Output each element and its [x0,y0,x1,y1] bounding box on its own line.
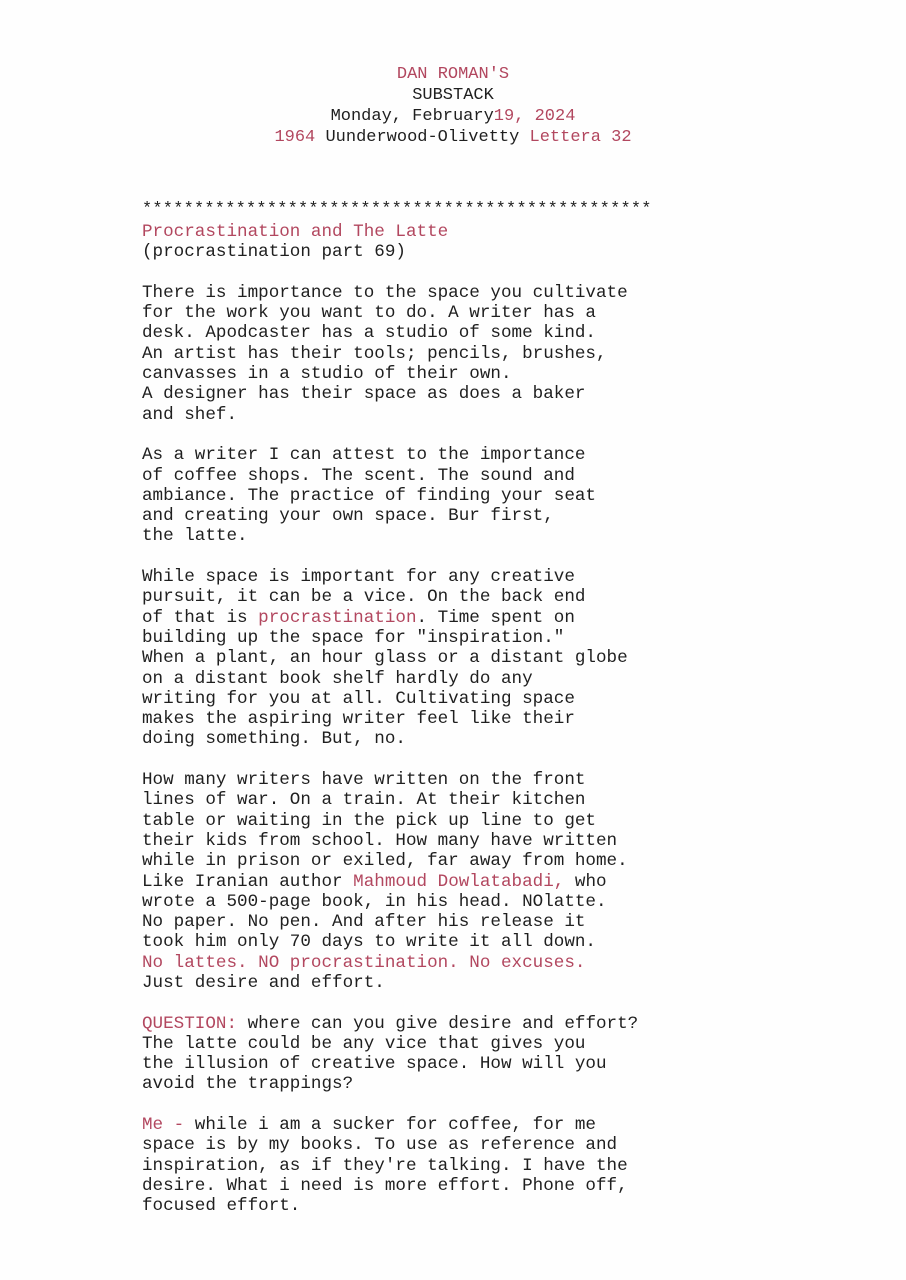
paragraph-line: wrote a 500-page book, in his head. NOlatte. [142,891,607,912]
author-name-highlight: Mahmoud Dowlatabadi, [353,871,565,892]
paragraph-line: There is importance to the space you cultivate [142,282,628,303]
paragraph-line: How many writers have written on the front [142,770,586,791]
paragraph-line: and creating your own space. Bur first, [142,506,554,527]
paragraph-line: The latte could be any vice that gives you [142,1033,586,1054]
paragraph-line [142,872,782,892]
paragraph-line: table or waiting in the pick up line to get [142,810,596,831]
article-title: Procrastination and The Latte [142,222,449,242]
paragraph-4 [142,770,782,993]
paragraph-6 [142,1115,782,1216]
text-run: who [564,871,607,892]
paragraph-line [142,1014,782,1034]
paragraph-line: focused effort. [142,1196,301,1217]
text-run: while i am a sucker for coffee, for me [184,1115,596,1136]
paragraph-line: inspiration, as if they're talking. I have the [142,1155,628,1176]
text-run: of that is [142,607,259,628]
date-prefix: Monday, February [330,107,494,126]
paragraph-line: An artist has their tools; pencils, brushes, [142,343,607,364]
paragraph-line: desk. Apodcaster has a studio of some kind. [142,323,596,344]
paragraph-line: and shef. [142,404,238,425]
asterisk-divider: ************************************************* [142,200,652,219]
paragraph-line: No paper. No pen. And after his release it [142,912,586,933]
paragraph-line: lines of war. On a train. At their kitchen [142,790,586,811]
paragraph-line: space is by my books. To use as reference and [142,1135,618,1156]
paragraph-line: took him only 70 days to write it all down. [142,932,596,953]
article-body [142,222,782,1237]
paragraph-line: makes the aspiring writer feel like their [142,709,575,730]
text-run: . Time spent on [416,607,575,628]
paragraph-line: the illusion of creative space. How will you [142,1054,607,1075]
paragraph-line: As a writer I can attest to the importance [142,445,586,466]
article-subtitle: (procrastination part 69) [142,242,406,263]
paragraph-line: avoid the trappings? [142,1074,354,1095]
paragraph-line: their kids from school. How many have written [142,830,618,851]
typewriter-year: 1964 [274,128,316,147]
paragraph-line: of coffee shops. The scent. The sound and [142,465,575,486]
no-excuses-highlight: No lattes. NO procrastination. No excuses. [142,952,586,973]
author-name: DAN ROMAN'S [396,65,510,84]
paragraph-line: building up the space for "inspiration." [142,627,565,648]
procrastination-highlight: procrastination [258,607,417,628]
date-suffix: 19, 2024 [493,107,576,126]
paragraph-line: While space is important for any creative [142,567,575,588]
paragraph-line: desire. What i need is more effort. Phone off, [142,1175,628,1196]
text-run: where can you give desire and effort? [237,1013,639,1034]
paragraph-line: When a plant, an hour glass or a distant globe [142,648,628,669]
paragraph-line [142,1115,782,1135]
article-title-block [142,222,782,263]
paragraph-line: the latte. [142,526,248,547]
typewriter-model: Lettera 32 [529,128,632,147]
paragraph-5 [142,1014,782,1095]
paragraph-2 [142,445,782,546]
paragraph-line: doing something. But, no. [142,729,406,750]
paragraph-line: while in prison or exiled, far away from home. [142,851,628,872]
paragraph-line [142,608,782,628]
paragraph-line: A designer has their space as does a baker [142,384,586,405]
question-label: QUESTION: [142,1013,238,1034]
text-run: Like Iranian author [142,871,354,892]
publication-name: SUBSTACK [412,86,494,105]
post-date [0,106,906,127]
paragraph-line: for the work you want to do. A writer has a [142,303,596,324]
paragraph-line: on a distant book shelf hardly do any [142,668,533,689]
paragraph-line: canvasses in a studio of their own. [142,364,512,385]
paragraph-3 [142,567,782,750]
paragraph-line: pursuit, it can be a vice. On the back end [142,587,586,608]
page-header [0,64,906,148]
typewriter-brand: Uunderwood-Olivetty [315,128,530,147]
me-label: Me - [142,1115,185,1136]
typewriter-info [0,127,906,148]
paragraph-line: Just desire and effort. [142,972,385,993]
paragraph-line: writing for you at all. Cultivating space [142,688,575,709]
paragraph-line: ambiance. The practice of finding your seat [142,485,596,506]
paragraph-1 [142,283,782,425]
